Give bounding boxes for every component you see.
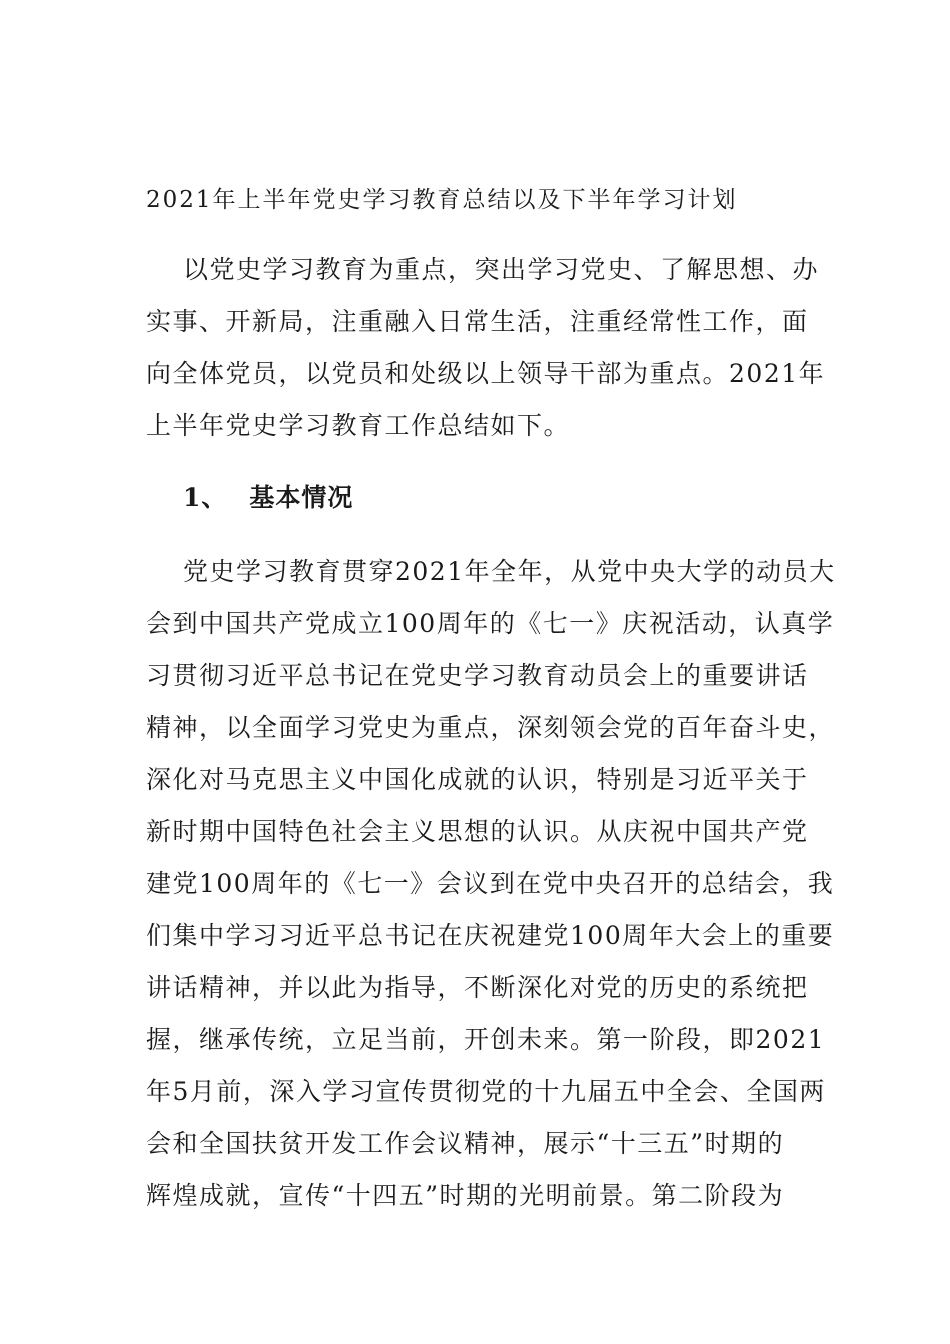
- body-line: 会和全国扶贫开发工作会议精神，展示“十三五”时期的: [146, 1129, 785, 1158]
- section-heading: [183, 474, 353, 522]
- body-line: 讲话精神，并以此为指导，不断深化对党的历史的系统把: [146, 973, 809, 1002]
- body-line: 新时期中国特色社会主义思想的认识。从庆祝中国共产党: [146, 817, 809, 846]
- body-line: 会到中国共产党成立100周年的《七一》庆祝活动，认真学: [146, 609, 835, 638]
- intro-line: 向全体党员，以党员和处级以上领导干部为重点。2021年: [146, 359, 826, 388]
- body-line: 握，继承传统，立足当前，开创未来。第一阶段，即2021: [146, 1025, 826, 1054]
- body-line: 年5月前，深入学习宣传贯彻党的十九届五中全会、全国两: [146, 1077, 826, 1106]
- body-line: 习贯彻习近平总书记在党史学习教育动员会上的重要讲话: [146, 661, 809, 690]
- section-title: 基本情况: [249, 483, 354, 512]
- body-line: 们集中学习习近平总书记在庆祝建党100周年大会上的重要: [146, 921, 835, 950]
- section-number: 1、: [183, 483, 228, 512]
- body-line: 精神，以全面学习党史为重点，深刻领会党的百年奋斗史，: [146, 713, 836, 742]
- body-line: 深化对马克思主义中国化成就的认识，特别是习近平关于: [146, 765, 809, 794]
- intro-paragraph: [146, 244, 826, 452]
- body-line: 党史学习教育贯穿2021年全年，从党中央大学的动员大: [183, 557, 836, 586]
- body-paragraph: [146, 546, 836, 1222]
- body-line: 辉煌成就，宣传“十四五”时期的光明前景。第二阶段为: [146, 1181, 785, 1210]
- intro-line: 上半年党史学习教育工作总结如下。: [146, 411, 571, 440]
- document-title: 2021年上半年党史学习教育总结以及下半年学习计划: [146, 187, 738, 213]
- intro-line: 以党史学习教育为重点，突出学习党史、了解思想、办: [183, 255, 820, 284]
- body-line: 建党100周年的《七一》会议到在党中央召开的总结会，我: [146, 869, 835, 898]
- intro-line: 实事、开新局，注重融入日常生活，注重经常性工作，面: [146, 307, 809, 336]
